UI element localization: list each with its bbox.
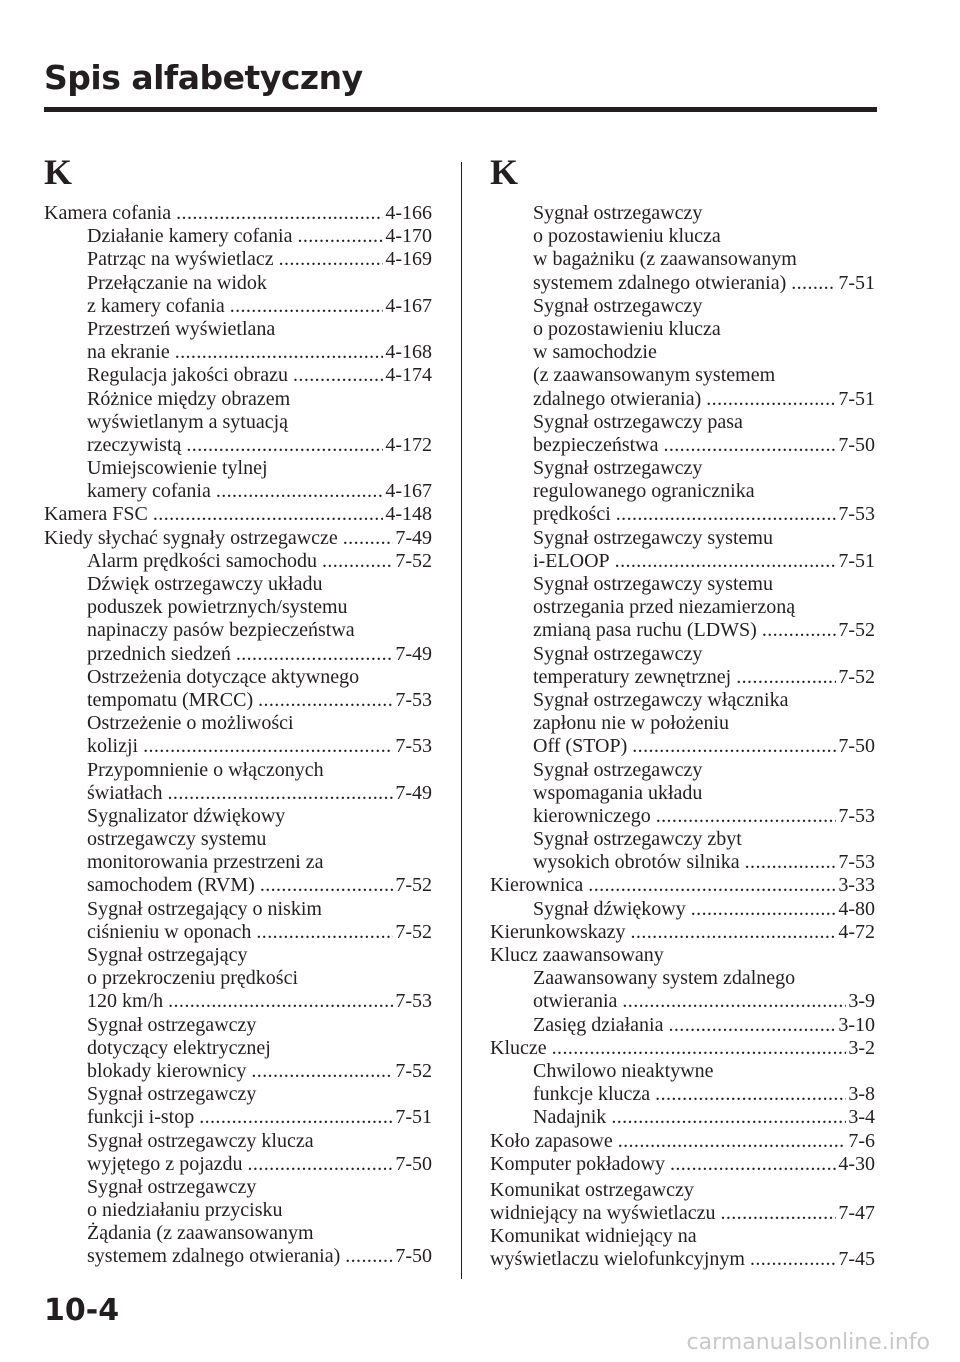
index-entry-line <box>490 527 875 550</box>
entry-text: Sygnalizator dźwiękowy <box>87 804 286 827</box>
index-entry-line <box>490 712 875 735</box>
entry-text: Działanie kamery cofania <box>87 225 293 248</box>
entry-text: Klucze <box>490 1036 547 1059</box>
index-entry-line <box>490 388 875 411</box>
entry-text: wysokich obrotów silnika <box>533 851 740 874</box>
entry-text: Sygnał ostrzegawczy <box>87 1175 257 1198</box>
index-entry-line <box>44 1176 432 1199</box>
page-reference[interactable]: 4-172 <box>385 433 432 456</box>
index-entry-line <box>44 1222 432 1245</box>
entry-text: Regulacja jakości obrazu <box>87 364 289 387</box>
entry-text: Kamera cofania <box>44 202 172 224</box>
index-entry-line <box>490 1083 875 1106</box>
index-entry-line <box>490 759 875 782</box>
entry-text: Umiejscowienie tylnej <box>87 457 268 480</box>
index-entry-line <box>44 967 432 990</box>
entry-text: Zaawansowany system zdalnego <box>533 967 796 990</box>
page-reference[interactable]: 3-33 <box>838 874 875 897</box>
index-entry-line <box>44 712 432 735</box>
index-entry-line <box>44 1199 432 1222</box>
index-entry-line <box>44 1037 432 1060</box>
index-entry-line <box>490 967 875 990</box>
page-reference[interactable]: 3-10 <box>838 1013 875 1036</box>
page-reference[interactable]: 7-52 <box>838 619 875 642</box>
page-reference[interactable]: 4-80 <box>838 897 875 920</box>
dot-leader <box>750 1248 836 1271</box>
page-reference[interactable]: 3-4 <box>848 1106 875 1129</box>
entry-text: widniejący na wyświetlaczu <box>490 1202 716 1225</box>
section-letter: K <box>44 152 73 192</box>
entry-text: regulowanego ogranicznika <box>533 480 755 503</box>
index-entry-line <box>490 944 875 967</box>
entry-text: Kamera FSC <box>44 503 148 526</box>
dot-leader <box>343 527 394 550</box>
entry-text: zdalnego otwierania) <box>533 387 702 410</box>
index-entry-line <box>490 364 875 387</box>
dot-leader <box>618 1130 847 1153</box>
dot-leader <box>736 666 836 689</box>
entry-text: Komputer pokładowy <box>490 1152 665 1175</box>
dot-leader <box>632 735 836 758</box>
index-entry-line <box>44 434 432 457</box>
index-entry-line <box>44 1153 432 1176</box>
entry-text: rzeczywistą <box>87 433 182 456</box>
page-reference[interactable]: 7-51 <box>838 271 875 294</box>
index-entry-line <box>490 1225 875 1248</box>
entry-text: z kamery cofania <box>87 294 225 317</box>
index-entry-line <box>44 944 432 967</box>
entry-text: Sygnał ostrzegawczy pasa <box>533 410 743 433</box>
index-entry-line <box>490 1153 875 1176</box>
index-entry-line <box>44 225 432 248</box>
page-reference[interactable]: 4-174 <box>385 364 432 387</box>
page-reference[interactable]: 7-51 <box>395 1106 432 1129</box>
entry-text: Chwilowo nieaktywne <box>533 1059 714 1082</box>
index-entry-line <box>44 573 432 596</box>
page-reference[interactable]: 4-167 <box>385 294 432 317</box>
index-entry-line <box>490 898 875 921</box>
dot-leader <box>552 1037 847 1060</box>
index-entry-line <box>490 689 875 712</box>
dot-leader <box>588 874 836 897</box>
entry-text: Kierunkowskazy <box>490 920 626 943</box>
index-entry-line <box>490 874 875 897</box>
page-reference[interactable]: 7-52 <box>838 665 875 688</box>
index-entry-line <box>44 666 432 689</box>
index-entry-line <box>44 248 432 271</box>
entry-text: światłach <box>87 781 163 804</box>
index-entry-line <box>44 1060 432 1083</box>
page-reference[interactable]: 4-166 <box>385 202 432 224</box>
index-column-left <box>44 150 432 1269</box>
entry-text: o niedziałaniu przycisku <box>87 1199 283 1222</box>
dot-leader <box>297 225 383 248</box>
index-entry-line <box>490 411 875 434</box>
index-entry-line <box>490 828 875 851</box>
entry-text: Sygnał ostrzegawczy <box>533 294 703 317</box>
index-entry-line <box>44 921 432 944</box>
entry-text: Różnice między obrazem <box>87 387 291 410</box>
page-reference[interactable]: 7-53 <box>395 990 432 1013</box>
dot-leader <box>168 990 393 1013</box>
index-entry-line <box>44 457 432 480</box>
index-entry-line <box>490 225 875 248</box>
dot-leader <box>322 550 393 573</box>
dot-leader <box>153 503 383 526</box>
entry-text: Sygnał ostrzegający o niskim <box>87 897 322 920</box>
dot-leader <box>616 503 837 526</box>
entry-text: dotyczący elektrycznej <box>87 1036 271 1059</box>
page-reference[interactable]: 4-169 <box>385 248 432 271</box>
index-entry-line <box>44 643 432 666</box>
index-entry-line <box>490 805 875 828</box>
entry-text: wyjętego z pojazdu <box>87 1152 243 1175</box>
entry-text: Kierownica <box>490 874 584 897</box>
index-entry-line <box>490 550 875 573</box>
page-reference[interactable]: 4-168 <box>385 341 432 364</box>
section-letter: K <box>490 152 519 192</box>
entry-text: Sygnał ostrzegawczy systemu <box>533 526 773 549</box>
dot-leader <box>622 990 846 1013</box>
entry-text: prędkości <box>533 503 611 526</box>
entry-text: otwierania <box>533 990 618 1013</box>
dot-leader <box>143 735 393 758</box>
page-reference[interactable]: 4-148 <box>385 503 432 526</box>
entry-text: Sygnał ostrzegający <box>87 944 248 966</box>
index-entry-line <box>44 782 432 805</box>
dot-leader <box>706 388 836 411</box>
dot-leader <box>655 1083 846 1106</box>
index-entry-line <box>490 295 875 318</box>
index-entry-line <box>44 1083 432 1106</box>
index-entry-line <box>44 689 432 712</box>
dot-leader <box>720 1202 836 1225</box>
entry-text: w samochodzie <box>533 341 657 364</box>
page-reference[interactable]: 7-53 <box>838 851 875 874</box>
entry-text: blokady kierownicy <box>87 1059 247 1082</box>
index-entry-line <box>44 318 432 341</box>
entry-text: poduszek powietrznych/systemu <box>87 596 348 619</box>
index-entry-line <box>490 1060 875 1083</box>
dot-leader <box>631 921 837 944</box>
entry-text: Nadajnik <box>533 1106 607 1129</box>
dot-leader <box>691 898 837 921</box>
entry-text: Komunikat ostrzegawczy <box>490 1178 694 1201</box>
entry-text: Off (STOP) <box>533 735 628 758</box>
index-entry-line <box>490 851 875 874</box>
page-reference[interactable]: 4-170 <box>385 225 432 248</box>
entry-text: Ostrzeżenia dotyczące aktywnego <box>87 665 360 688</box>
entry-text: ciśnieniu w oponach <box>87 920 252 943</box>
index-entry-line <box>44 1245 432 1268</box>
index-entry-line <box>44 805 432 828</box>
dot-leader <box>293 364 383 387</box>
dot-leader <box>762 619 837 642</box>
page-reference[interactable]: 7-49 <box>395 781 432 804</box>
entry-text: Sygnał ostrzegawczy systemu <box>533 573 773 595</box>
entry-text: wyświetlanym a sytuacją <box>87 410 289 433</box>
page-number: 10-4 <box>44 1293 120 1328</box>
index-entry-line <box>490 457 875 480</box>
column-divider <box>461 162 462 1279</box>
dot-leader <box>663 434 836 457</box>
entry-text: na ekranie <box>87 341 170 364</box>
index-entry-line <box>490 921 875 944</box>
index-entry-line <box>490 1106 875 1129</box>
dot-leader <box>248 1153 394 1176</box>
index-entry-line <box>44 619 432 642</box>
index-entry-line <box>44 341 432 364</box>
index-entry-line <box>490 248 875 271</box>
index-entry-line <box>490 1248 875 1271</box>
index-entry-line <box>490 990 875 1013</box>
page-reference[interactable]: 4-72 <box>838 920 875 943</box>
entry-text: Alarm prędkości samochodu <box>87 549 317 572</box>
entry-text: Sygnał ostrzegawczy zbyt <box>533 828 742 851</box>
page-reference[interactable]: 7-50 <box>395 1152 432 1175</box>
page-reference[interactable]: 7-53 <box>838 804 875 827</box>
entry-text: samochodem (RVM) <box>87 874 255 897</box>
dot-leader <box>230 295 384 318</box>
index-entry-line <box>44 874 432 897</box>
dot-leader <box>611 1106 846 1129</box>
index-entry-line <box>44 1106 432 1129</box>
dot-leader <box>260 874 394 897</box>
dot-leader <box>345 1245 393 1268</box>
index-entry-line <box>490 573 875 596</box>
dot-leader <box>791 272 836 295</box>
entry-text: wyświetlaczu wielofunkcyjnym <box>490 1248 745 1271</box>
page-reference[interactable]: 7-52 <box>395 1059 432 1082</box>
entry-text: Dźwięk ostrzegawczy układu <box>87 573 323 595</box>
entry-text: kamery cofania <box>87 480 211 503</box>
page-reference[interactable]: 7-50 <box>395 1245 432 1268</box>
dot-leader <box>251 1060 393 1083</box>
dot-leader <box>669 1014 837 1037</box>
dot-leader <box>175 341 384 364</box>
entry-text: Sygnał ostrzegawczy <box>533 457 703 480</box>
entry-text: bezpieczeństwa <box>533 433 659 456</box>
index-entry-line <box>44 596 432 619</box>
index-entry-line <box>44 503 432 526</box>
entry-text: Sygnał ostrzegawczy <box>533 758 703 781</box>
page-reference[interactable]: 3-2 <box>848 1036 875 1059</box>
index-entry-line <box>490 1130 875 1153</box>
index-entry-line <box>490 503 875 526</box>
dot-leader <box>216 480 384 503</box>
dot-leader <box>168 782 394 805</box>
entry-text: Sygnał ostrzegawczy klucza <box>87 1129 314 1152</box>
page-reference[interactable]: 7-6 <box>848 1129 875 1152</box>
index-entry-line <box>44 364 432 387</box>
page-reference[interactable]: 7-53 <box>395 735 432 758</box>
page-reference[interactable]: 7-53 <box>395 688 432 711</box>
index-entry-line <box>490 735 875 758</box>
page-reference[interactable]: 4-167 <box>385 480 432 503</box>
entry-text: zmianą pasa ruchu (LDWS) <box>533 619 757 642</box>
index-entry-line <box>490 341 875 364</box>
page-reference[interactable]: 7-53 <box>838 503 875 526</box>
entry-text: Przypomnienie o włączonych <box>87 758 324 781</box>
entry-text: zapłonu nie w położeniu <box>533 712 730 735</box>
index-entry-line <box>490 619 875 642</box>
entry-text: Sygnał ostrzegawczy <box>87 1083 257 1106</box>
index-column-right <box>490 150 875 1272</box>
entry-text: o przekroczeniu prędkości <box>87 967 299 990</box>
index-entry-line <box>44 272 432 295</box>
entry-text: w bagażniku (z zaawansowanym <box>533 248 797 271</box>
index-entry-line <box>490 272 875 295</box>
entry-text: Sygnał dźwiękowy <box>533 897 686 920</box>
dot-leader <box>199 1106 393 1129</box>
entry-text: Przełączanie na widok <box>87 271 267 294</box>
index-entry-line <box>490 1037 875 1060</box>
page-reference[interactable]: 7-51 <box>838 549 875 572</box>
index-entry-line <box>44 735 432 758</box>
page-reference[interactable]: 3-8 <box>848 1083 875 1106</box>
dot-leader <box>176 202 383 225</box>
page-reference[interactable]: 7-45 <box>838 1248 875 1271</box>
dot-leader <box>186 434 383 457</box>
entry-text: ostrzegania przed niezamierzoną <box>533 596 796 619</box>
entry-text: Sygnał ostrzegawczy <box>533 642 703 665</box>
index-entry-line <box>44 828 432 851</box>
entry-text: Sygnał ostrzegawczy <box>87 1013 257 1036</box>
index-entry-line <box>44 851 432 874</box>
entry-text: ostrzegawczy systemu <box>87 828 267 851</box>
entry-text: Żądania (z zaawansowanym <box>87 1222 314 1245</box>
index-entry-line <box>44 527 432 550</box>
entry-text: Przestrzeń wyświetlana <box>87 317 276 340</box>
index-entry-line <box>44 1130 432 1153</box>
index-entry-line <box>490 1202 875 1225</box>
entry-text: Koło zapasowe <box>490 1129 613 1152</box>
entry-text: kierowniczego <box>533 804 651 827</box>
index-entry-line <box>44 1014 432 1037</box>
entry-text: 120 km/h <box>87 990 164 1013</box>
entry-text: funkcje klucza <box>533 1083 651 1106</box>
index-entry-line <box>490 1179 875 1202</box>
page-reference[interactable]: 7-52 <box>395 549 432 572</box>
index-entry-line <box>44 550 432 573</box>
index-entry-line <box>44 759 432 782</box>
index-entry-line <box>490 1014 875 1037</box>
entry-text: o pozostawieniu klucza <box>533 225 721 248</box>
page-title: Spis alfabetyczny <box>44 58 363 97</box>
index-entry-line <box>44 202 432 225</box>
index-entry-line <box>490 480 875 503</box>
index-entry-line <box>490 666 875 689</box>
page-reference[interactable]: 7-47 <box>838 1202 875 1225</box>
entry-text: Sygnał ostrzegawczy włącznika <box>533 688 789 711</box>
entry-text: napinaczy pasów bezpieczeństwa <box>87 619 355 642</box>
page-reference[interactable]: 7-50 <box>838 735 875 758</box>
page-reference[interactable]: 3-9 <box>848 990 875 1013</box>
header-rule <box>44 107 877 112</box>
index-entry-line <box>490 596 875 619</box>
index-entries <box>44 202 432 1269</box>
dot-leader <box>236 643 394 666</box>
page-reference[interactable]: 7-51 <box>838 387 875 410</box>
dot-leader <box>656 805 837 828</box>
dot-leader <box>258 689 393 712</box>
entry-text: Klucz zaawansowany <box>490 944 664 966</box>
entry-text: Komunikat widniejący na <box>490 1225 697 1248</box>
index-entry-line <box>44 295 432 318</box>
dot-leader <box>670 1153 836 1176</box>
entry-text: monitorowania przestrzeni za <box>87 851 324 874</box>
entry-text: Sygnał ostrzegawczy <box>533 202 703 224</box>
dot-leader <box>256 921 393 944</box>
page-reference[interactable]: 7-52 <box>395 920 432 943</box>
entry-text: Zasięg działania <box>533 1013 664 1036</box>
index-entry-line <box>490 318 875 341</box>
entry-text: przednich siedzeń <box>87 642 231 665</box>
page-reference[interactable]: 4-30 <box>838 1152 875 1175</box>
entry-text: Kiedy słychać sygnały ostrzegawcze <box>44 526 338 549</box>
index-entry-line <box>44 411 432 434</box>
entry-text: o pozostawieniu klucza <box>533 317 721 340</box>
entry-text: systemem zdalnego otwierania) <box>533 271 787 294</box>
watermark: carmanualsonline.info <box>686 1330 930 1355</box>
index-entry-line <box>44 898 432 921</box>
entry-text: kolizji <box>87 735 139 758</box>
entry-text: temperatury zewnętrznej <box>533 665 732 688</box>
entry-text: Ostrzeżenie o możliwości <box>87 712 294 735</box>
index-entry-line <box>490 643 875 666</box>
index-entry-line <box>44 990 432 1013</box>
index-entry-line <box>44 388 432 411</box>
entry-text: Patrząc na wyświetlacz <box>87 248 274 271</box>
page-reference[interactable]: 7-49 <box>395 642 432 665</box>
index-entry-line <box>490 782 875 805</box>
entry-text: wspomagania układu <box>533 781 703 804</box>
page-reference[interactable]: 7-49 <box>395 526 432 549</box>
entry-text: tempomatu (MRCC) <box>87 688 254 711</box>
dot-leader <box>745 851 837 874</box>
page-reference[interactable]: 7-50 <box>838 433 875 456</box>
entry-text: systemem zdalnego otwierania) <box>87 1245 341 1268</box>
index-entry-line <box>490 202 875 225</box>
index-entry-line <box>44 480 432 503</box>
index-entry-line <box>490 434 875 457</box>
entry-text: i-ELOOP <box>533 549 610 572</box>
dot-leader <box>615 550 837 573</box>
entry-text: (z zaawansowanym systemem <box>533 364 776 387</box>
dot-leader <box>279 248 384 271</box>
index-entries <box>490 202 875 1272</box>
entry-text: funkcji i-stop <box>87 1106 195 1129</box>
page-reference[interactable]: 7-52 <box>395 874 432 897</box>
